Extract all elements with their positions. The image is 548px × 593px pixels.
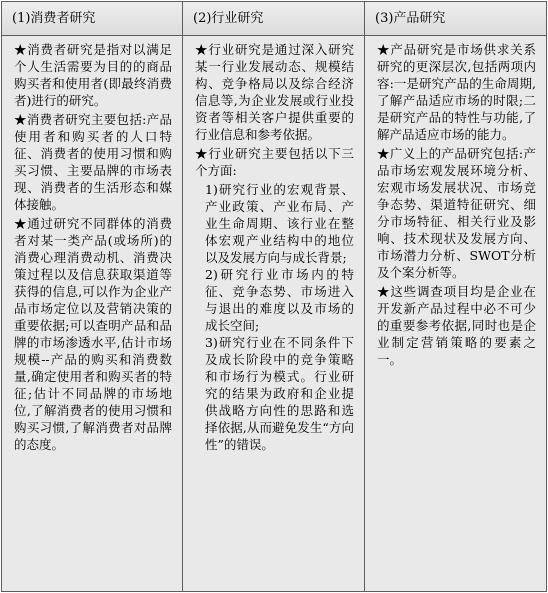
bullet-point: ★行业研究是通过深入研究某一行业发展动态、规模结构、竞争格局以及综合经济信息等,为企业发展或行业投资者等相关客户提供重要的行业信息和参考依据。 <box>195 42 354 142</box>
column-header: (3)产品研究 <box>365 2 546 36</box>
bullet-point: ★消费者研究是指对以满足个人生活需要为目的的商品购买者和使用者(即最终消费者)进行的研究。 <box>14 42 172 108</box>
consumer-research-column <box>2 2 182 591</box>
column-body <box>183 36 364 591</box>
bullet-point: ★产品研究是市场供求关系研究的更深层次,包括两项内容:一是研究产品的生命周期,了解产品适应市场的时限;二是研究产品的特性与功能,了解产品适应市场的能力。 <box>377 42 536 142</box>
product-research-column <box>364 2 546 591</box>
bullet-point: ★消费者研究主要包括:产品使用者和购买者的人口特征、消费者的使用习惯和购买习惯、主要品牌的市场表现、消费者的生活形态和媒体接触。 <box>14 112 172 212</box>
bullet-point: ★通过研究不同群体的消费者对某一类产品(或场所)的消费心理消费动机、消费决策过程以及信息获取渠道等获得的信息,可以作为企业产品市场定位以及营销决策的重要依据;可以查明产品和品牌的市场渗透水平,估计市场规模--产品的购买和消费数量,确定使用者和购买者的特征;估计不同品牌的市场地位,了解消费者的使用习惯和购买习惯,了解消费者对品牌的态度。 <box>14 216 172 452</box>
bullet-point: ★这些调查项目均是企业在开发新产品过程中必不可少的重要参考依据,同时也是企业制定营销策略的要素之一。 <box>377 284 536 367</box>
column-header: (1)消费者研究 <box>2 2 182 36</box>
bullet-point: ★广义上的产品研究包括:产品市场宏观发展环境分析、宏观市场发展状况、市场竞争态势、渠道特征研究、细分市场特征、相关行业及影响、技术现状及发展方向、市场潜力分析、SWOT分析及个案分析等。 <box>377 146 536 280</box>
research-types-table <box>1 1 547 592</box>
bullet-point: ★行业研究主要包括以下三个方面: <box>195 146 354 178</box>
industry-research-column <box>182 2 364 591</box>
column-body <box>2 36 182 591</box>
numbered-sub-point: 3)研究行业在不同条件下及成长阶段中的竞争策略和市场行为模式。行业研究的结果为政府和企业提供战略方向性的思路和选择依据,从而避免发生“方向性”的错误。 <box>205 335 354 452</box>
numbered-sub-point: 2)研究行业市场内的特征、竞争态势、市场进入与退出的难度以及市场的成长空间; <box>205 267 354 333</box>
numbered-sub-point: 1)研究行业的宏观背景、产业政策、产业布局、产业生命周期、该行业在整体宏观产业结构中的地位以及发展方向与成长背景; <box>205 182 354 265</box>
column-body <box>365 36 546 591</box>
column-header: (2)行业研究 <box>183 2 364 36</box>
